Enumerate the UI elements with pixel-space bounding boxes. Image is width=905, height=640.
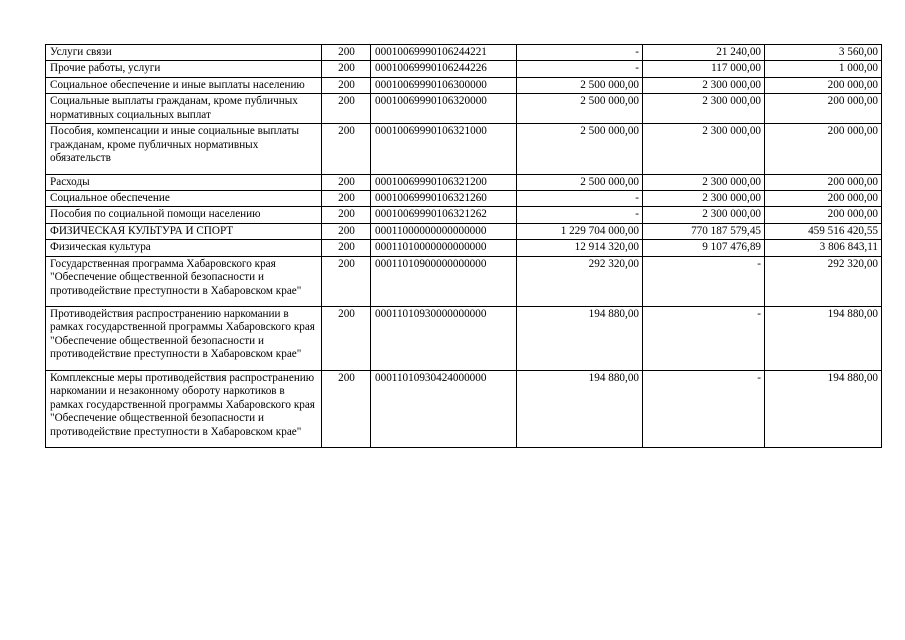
- row-value-2: 770 187 579,45: [643, 223, 765, 239]
- row-budget-code: 00011010900000000000: [371, 256, 517, 306]
- row-line-code: 200: [322, 190, 371, 206]
- row-value-2: 2 300 000,00: [643, 77, 765, 93]
- row-value-3: 1 000,00: [765, 61, 882, 77]
- row-line-code: 200: [322, 94, 371, 124]
- row-name: Социальное обеспечение и иные выплаты населению: [46, 77, 322, 93]
- row-value-2: 21 240,00: [643, 45, 765, 61]
- row-value-1: -: [517, 190, 643, 206]
- row-name: Комплексные меры противодействия распространению наркомании и незаконному обороту наркотиков в рамках государственной программы Хабаровского края "Обеспечение общественной безопасности и противодействие преступности в Хабаровском крае": [46, 370, 322, 447]
- row-name: Противодействия распространению наркомании в рамках государственной программы Хабаровского края "Обеспечение общественной безопасности и противодействие преступности в Хабаровском крае": [46, 307, 322, 371]
- row-value-3: 200 000,00: [765, 207, 882, 223]
- row-budget-code: 00010069990106244226: [371, 61, 517, 77]
- row-value-1: 2 500 000,00: [517, 94, 643, 124]
- row-value-3: 200 000,00: [765, 77, 882, 93]
- table-row: [46, 370, 882, 447]
- row-budget-code: 00010069990106321260: [371, 190, 517, 206]
- row-budget-code: 00010069990106321000: [371, 124, 517, 174]
- budget-report-table: [45, 44, 882, 448]
- row-value-2: 2 300 000,00: [643, 174, 765, 190]
- row-line-code: 200: [322, 77, 371, 93]
- row-line-code: 200: [322, 307, 371, 371]
- row-value-2: -: [643, 307, 765, 371]
- row-value-2: 2 300 000,00: [643, 190, 765, 206]
- row-name: Физическая культура: [46, 240, 322, 256]
- row-value-2: 117 000,00: [643, 61, 765, 77]
- row-budget-code: 00011010000000000000: [371, 240, 517, 256]
- row-budget-code: 00010069990106320000: [371, 94, 517, 124]
- row-value-2: -: [643, 256, 765, 306]
- row-value-1: 292 320,00: [517, 256, 643, 306]
- table-row: [46, 45, 882, 61]
- row-budget-code: 00011010930424000000: [371, 370, 517, 447]
- row-value-3: 292 320,00: [765, 256, 882, 306]
- row-value-2: 2 300 000,00: [643, 124, 765, 174]
- row-value-1: 194 880,00: [517, 307, 643, 371]
- row-value-3: 3 560,00: [765, 45, 882, 61]
- row-name: Услуги связи: [46, 45, 322, 61]
- row-value-1: 2 500 000,00: [517, 77, 643, 93]
- table-row: [46, 77, 882, 93]
- row-budget-code: 00010069990106244221: [371, 45, 517, 61]
- row-value-3: 194 880,00: [765, 307, 882, 371]
- row-line-code: 200: [322, 207, 371, 223]
- table-row: [46, 94, 882, 124]
- row-value-2: 2 300 000,00: [643, 207, 765, 223]
- table-row: [46, 174, 882, 190]
- table-row: [46, 190, 882, 206]
- row-value-1: 2 500 000,00: [517, 174, 643, 190]
- table-body: [46, 45, 882, 448]
- row-line-code: 200: [322, 256, 371, 306]
- table-row: [46, 307, 882, 371]
- row-value-1: 12 914 320,00: [517, 240, 643, 256]
- row-line-code: 200: [322, 223, 371, 239]
- row-value-2: 2 300 000,00: [643, 94, 765, 124]
- row-value-3: 200 000,00: [765, 174, 882, 190]
- row-value-1: 194 880,00: [517, 370, 643, 447]
- row-name: Прочие работы, услуги: [46, 61, 322, 77]
- row-budget-code: 00011000000000000000: [371, 223, 517, 239]
- table-row: [46, 256, 882, 306]
- row-name: Пособия по социальной помощи населению: [46, 207, 322, 223]
- row-name: Расходы: [46, 174, 322, 190]
- row-value-1: -: [517, 45, 643, 61]
- row-value-3: 194 880,00: [765, 370, 882, 447]
- row-value-1: -: [517, 61, 643, 77]
- row-value-1: 2 500 000,00: [517, 124, 643, 174]
- row-value-3: 200 000,00: [765, 190, 882, 206]
- row-budget-code: 00010069990106321262: [371, 207, 517, 223]
- row-line-code: 200: [322, 174, 371, 190]
- row-line-code: 200: [322, 124, 371, 174]
- row-value-3: 3 806 843,11: [765, 240, 882, 256]
- row-value-1: -: [517, 207, 643, 223]
- row-budget-code: 00011010930000000000: [371, 307, 517, 371]
- row-value-2: -: [643, 370, 765, 447]
- table-row: [46, 223, 882, 239]
- table-row: [46, 61, 882, 77]
- table-row: [46, 240, 882, 256]
- row-name: Пособия, компенсации и иные социальные выплаты гражданам, кроме публичных нормативных обязательств: [46, 124, 322, 174]
- row-value-3: 200 000,00: [765, 94, 882, 124]
- row-value-3: 200 000,00: [765, 124, 882, 174]
- row-name: Социальное обеспечение: [46, 190, 322, 206]
- table-row: [46, 207, 882, 223]
- table-row: [46, 124, 882, 174]
- row-line-code: 200: [322, 45, 371, 61]
- row-line-code: 200: [322, 240, 371, 256]
- row-name: Государственная программа Хабаровского края "Обеспечение общественной безопасности и противодействие преступности в Хабаровском крае": [46, 256, 322, 306]
- row-budget-code: 00010069990106300000: [371, 77, 517, 93]
- row-line-code: 200: [322, 61, 371, 77]
- row-value-2: 9 107 476,89: [643, 240, 765, 256]
- row-name: Социальные выплаты гражданам, кроме публичных нормативных социальных выплат: [46, 94, 322, 124]
- row-value-1: 1 229 704 000,00: [517, 223, 643, 239]
- row-value-3: 459 516 420,55: [765, 223, 882, 239]
- row-name: ФИЗИЧЕСКАЯ КУЛЬТУРА И СПОРТ: [46, 223, 322, 239]
- row-line-code: 200: [322, 370, 371, 447]
- row-budget-code: 00010069990106321200: [371, 174, 517, 190]
